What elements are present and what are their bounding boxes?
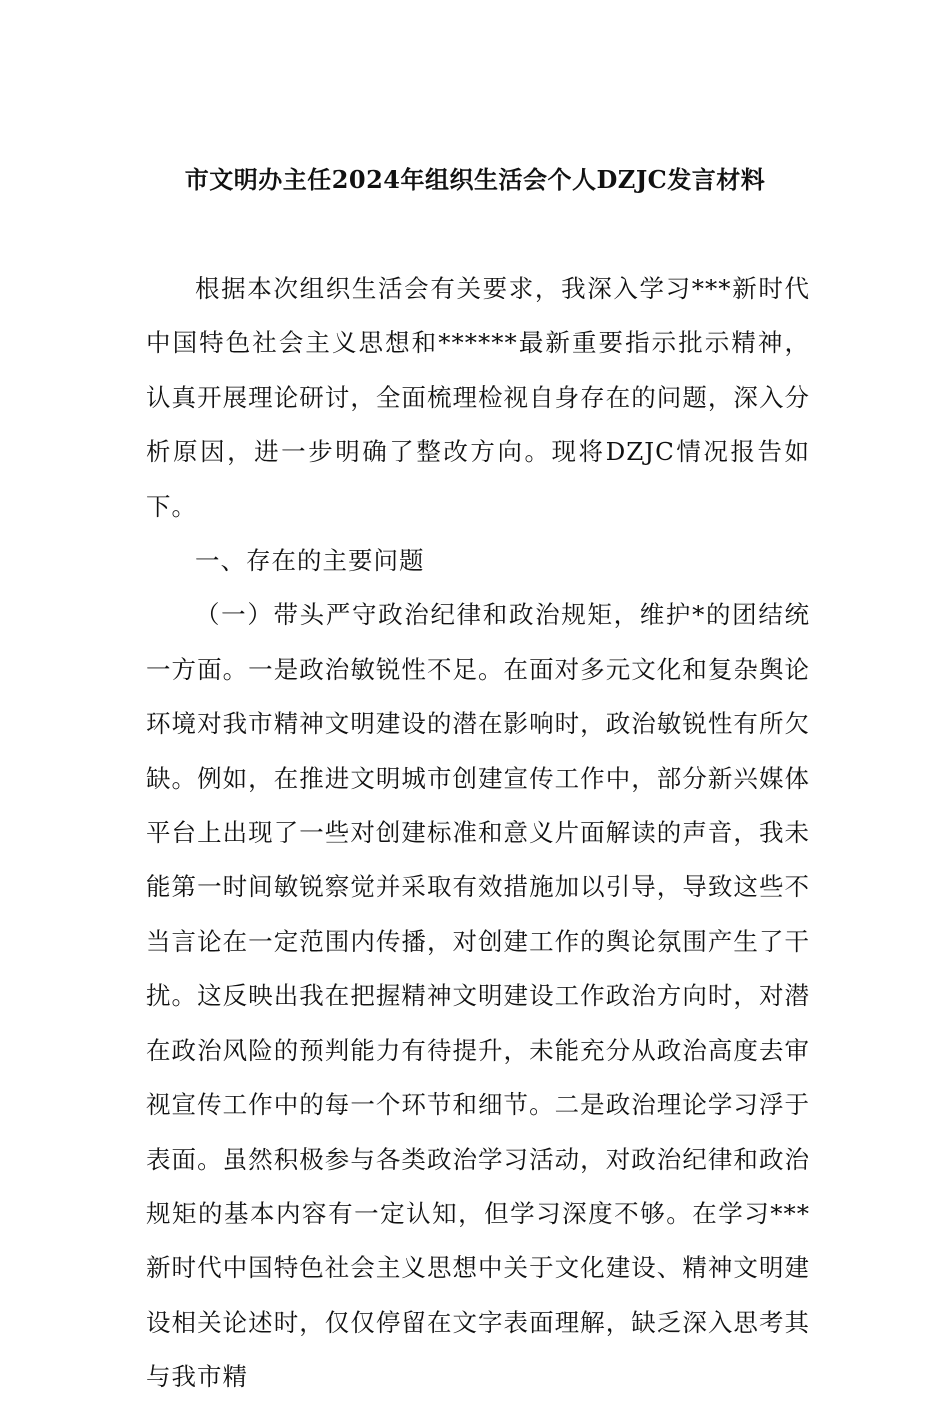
intro-paragraph: 根据本次组织生活会有关要求，我深入学习***新时代中国特色社会主义思想和******最新重要指示批示精神，认真开展理论研讨，全面梳理检视自身存在的问题，深入分析原因，进一步明确了整改方向。现将DZJC情况报告如下。 [146,274,810,521]
subsection-paragraph-1: （一）带头严守政治纪律和政治规矩，维护*的团结统一方面。一是政治敏锐性不足。在面对多元文化和复杂舆论环境对我市精神文明建设的潜在影响时，政治敏锐性有所欠缺。例如，在推进文明城市创建宣传工作中，部分新兴媒体平台上出现了一些对创建标准和意义片面解读的声音，我未能第一时间敏锐察觉并采取有效措施加以引导，导致这些不当言论在一定范围内传播，对创建工作的舆论氛围产生了干扰。这反映出我在把握精神文明建设工作政治方向时，对潜在政治风险的预判能力有待提升，未能充分从政治高度去审视宣传工作中的每一个环节和细节。二是政治理论学习浮于表面。虽然积极参与各类政治学习活动，对政治纪律和政治规矩的基本内容有一定认知，但学习深度不够。在学习***新时代中国特色社会主义思想中关于文化建设、精神文明建设相关论述时，仅仅停留在文字表面理解，缺乏深入思考其与我市精 [146,600,810,1392]
document-body [146,262,810,1405]
document-title: 市文明办主任2024年组织生活会个人DZJC发言材料 [184,165,766,194]
section-heading-main-problems: 一、存在的主要问题 [195,546,425,576]
